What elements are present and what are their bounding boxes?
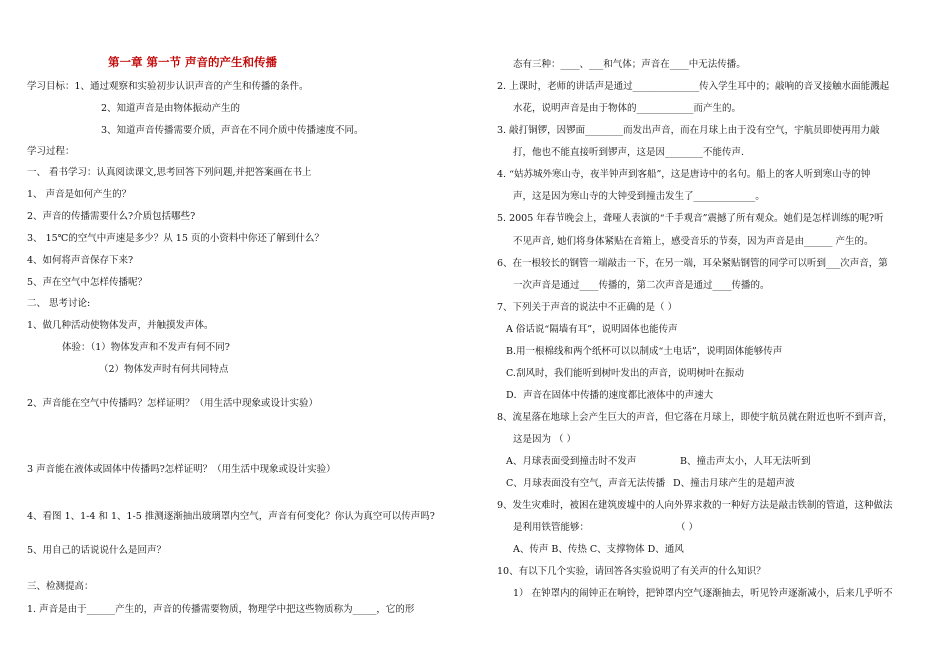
test-question-8-option-c: C、月球表面没有空气，声音无法传播 bbox=[506, 478, 666, 489]
test-question-9-cont: 是利用铁管能够： bbox=[513, 522, 590, 533]
test-question-7: 7、下列关于声音的说法中不正确的是（ ） bbox=[497, 302, 678, 313]
question-5: 5、声在空气中怎样传播呢？ bbox=[27, 277, 148, 288]
discussion-4: 4、看图 1、1-4 和 1、1-5 推测逐渐抽出玻璃罩内空气，声音有何变化？你认为真空可以传声吗? bbox=[27, 511, 435, 522]
test-question-9-answer-paren: （ ） bbox=[676, 522, 699, 533]
discussion-3: 3 声音能在液体或固体中传播吗?怎样证明？（用生活中现象或设计实验） bbox=[27, 464, 336, 475]
question-1: 1、 声音是如何产生的？ bbox=[27, 189, 132, 200]
test-question-7-option-b: B.用一根棉线和两个纸杯可以以制成“土电话”，说明固体能够传声 bbox=[506, 346, 783, 357]
test-question-6-cont: 一次声音是通过____传播的，第二次声音是通过____传播的。 bbox=[513, 280, 770, 291]
test-question-8-option-d: D、撞击月球产生的是超声波 bbox=[673, 478, 795, 489]
discussion-1: 1、做几种活动使物体发声，并触摸发声体。 bbox=[27, 320, 214, 331]
section-3-heading: 三、检测提高： bbox=[27, 581, 94, 592]
test-question-8: 8、流星落在地球上会产生巨大的声音，但它落在月球上，即使宇航员就在附近也听不到声音， bbox=[497, 412, 893, 423]
test-question-4-cont: 声，这是因为寒山寺的大钟受到撞击发生了_____________。 bbox=[513, 191, 765, 202]
test-question-10-item-1: 1） 在钟罩内的闹钟正在响铃，把钟罩内空气逐渐抽去，听见铃声逐渐减小，后来几乎听不 bbox=[513, 588, 893, 599]
discussion-1-experience-2: （2）物体发声时有何共同特点 bbox=[99, 364, 229, 375]
learning-process-label: 学习过程： bbox=[27, 146, 75, 157]
test-question-3-cont: 打，他也不能直接听到锣声，这是因________不能传声. bbox=[513, 147, 745, 158]
test-question-5: 5. 2005 年春节晚会上，聋哑人表演的“千手观音”震撼了所有观众。她们是怎样训练的呢?听 bbox=[497, 213, 884, 224]
test-question-7-option-d: D．声音在固体中传播的速度都比液体中的声速大 bbox=[506, 390, 714, 401]
test-question-9: 9、发生灾难时，被困在建筑废墟中的人向外界求救的一种好方法是敲击铁制的管道，这种做法 bbox=[497, 500, 893, 511]
test-question-2: 2. 上课时，老师的讲话声是通过______________传入学生耳中的；敲响的音叉接触水面能溅起 bbox=[497, 81, 890, 92]
section-1-heading: 一、 看书学习：认真阅读课文,思考回答下列问题,并把答案画在书上 bbox=[27, 167, 312, 178]
test-question-1-cont: 态有三种：____、___和气体；声音在____中无法传播。 bbox=[513, 59, 746, 70]
section-2-heading: 二、 思考讨论: bbox=[27, 298, 91, 309]
test-question-3: 3. 敲打铜锣，因锣面________而发出声音，而在月球上由于没有空气，宇航员即使再用力敲 bbox=[497, 125, 880, 136]
question-4: 4、如何将声音保存下来? bbox=[27, 255, 134, 266]
test-question-2-cont: 水花，说明声音是由于物体的____________而产生的。 bbox=[513, 103, 742, 114]
test-question-1: 1. 声音是由于______产生的，声音的传播需要物质，物理学中把这些物质称为_____，它的形 bbox=[27, 604, 415, 615]
discussion-5: 5、用自己的话说说什么是回声？ bbox=[27, 545, 167, 556]
test-question-8-option-a: A、月球表面受到撞击时不发声 bbox=[506, 456, 637, 467]
discussion-2: 2、声音能在空气中传播吗？怎样证明？（用生活中现象或设计实验） bbox=[27, 398, 319, 409]
learning-goal-1: 学习目标：1、通过观察和实验初步认识声音的产生和传播的条件。 bbox=[27, 81, 309, 92]
test-question-9-options: A、传声 B、传热 C、支撑物体 D、通风 bbox=[513, 544, 684, 555]
question-2: 2、声音的传播需要什么?介质包括哪些? bbox=[27, 211, 196, 222]
test-question-5-cont: 不见声音, 她们将身体紧贴在音箱上，感受音乐的节奏，因为声音是由______ 产生的。 bbox=[513, 236, 874, 247]
discussion-1-experience: 体验：（1）物体发声和不发声有何不同? bbox=[62, 342, 230, 353]
test-question-10: 10、有以下几个实验，请回答各实验说明了有关声的什么知识？ bbox=[497, 566, 766, 577]
test-question-6: 6、在一根较长的钢管一端敲击一下，在另一端，耳朵紧贴钢管的同学可以听到___次声音，第 bbox=[497, 258, 888, 269]
test-question-7-option-a: A 俗话说“隔墙有耳”，说明固体也能传声 bbox=[506, 324, 678, 335]
test-question-8-option-b: B、撞击声太小，人耳无法听到 bbox=[680, 456, 811, 467]
test-question-4: 4. “姑苏城外寒山寺，夜半钟声到客船”，这是唐诗中的名句。船上的客人听到寒山寺的钟 bbox=[497, 169, 871, 180]
learning-goal-3: 3、知道声音传播需要介质，声音在不同介质中传播速度不同。 bbox=[101, 125, 364, 136]
test-question-7-option-c: C.刮风时，我们能听到树叶发出的声音，说明树叶在振动 bbox=[506, 368, 744, 379]
question-3: 3、 15℃的空气中声速是多少？从 15 页的小资料中你还了解到什么？ bbox=[27, 233, 324, 244]
learning-goal-2: 2、知道声音是由物体振动产生的 bbox=[101, 103, 241, 114]
test-question-8-cont: 这是因为 （ ） bbox=[513, 434, 577, 445]
page-title: 第一章 第一节 声音的产生和传播 bbox=[108, 55, 278, 69]
